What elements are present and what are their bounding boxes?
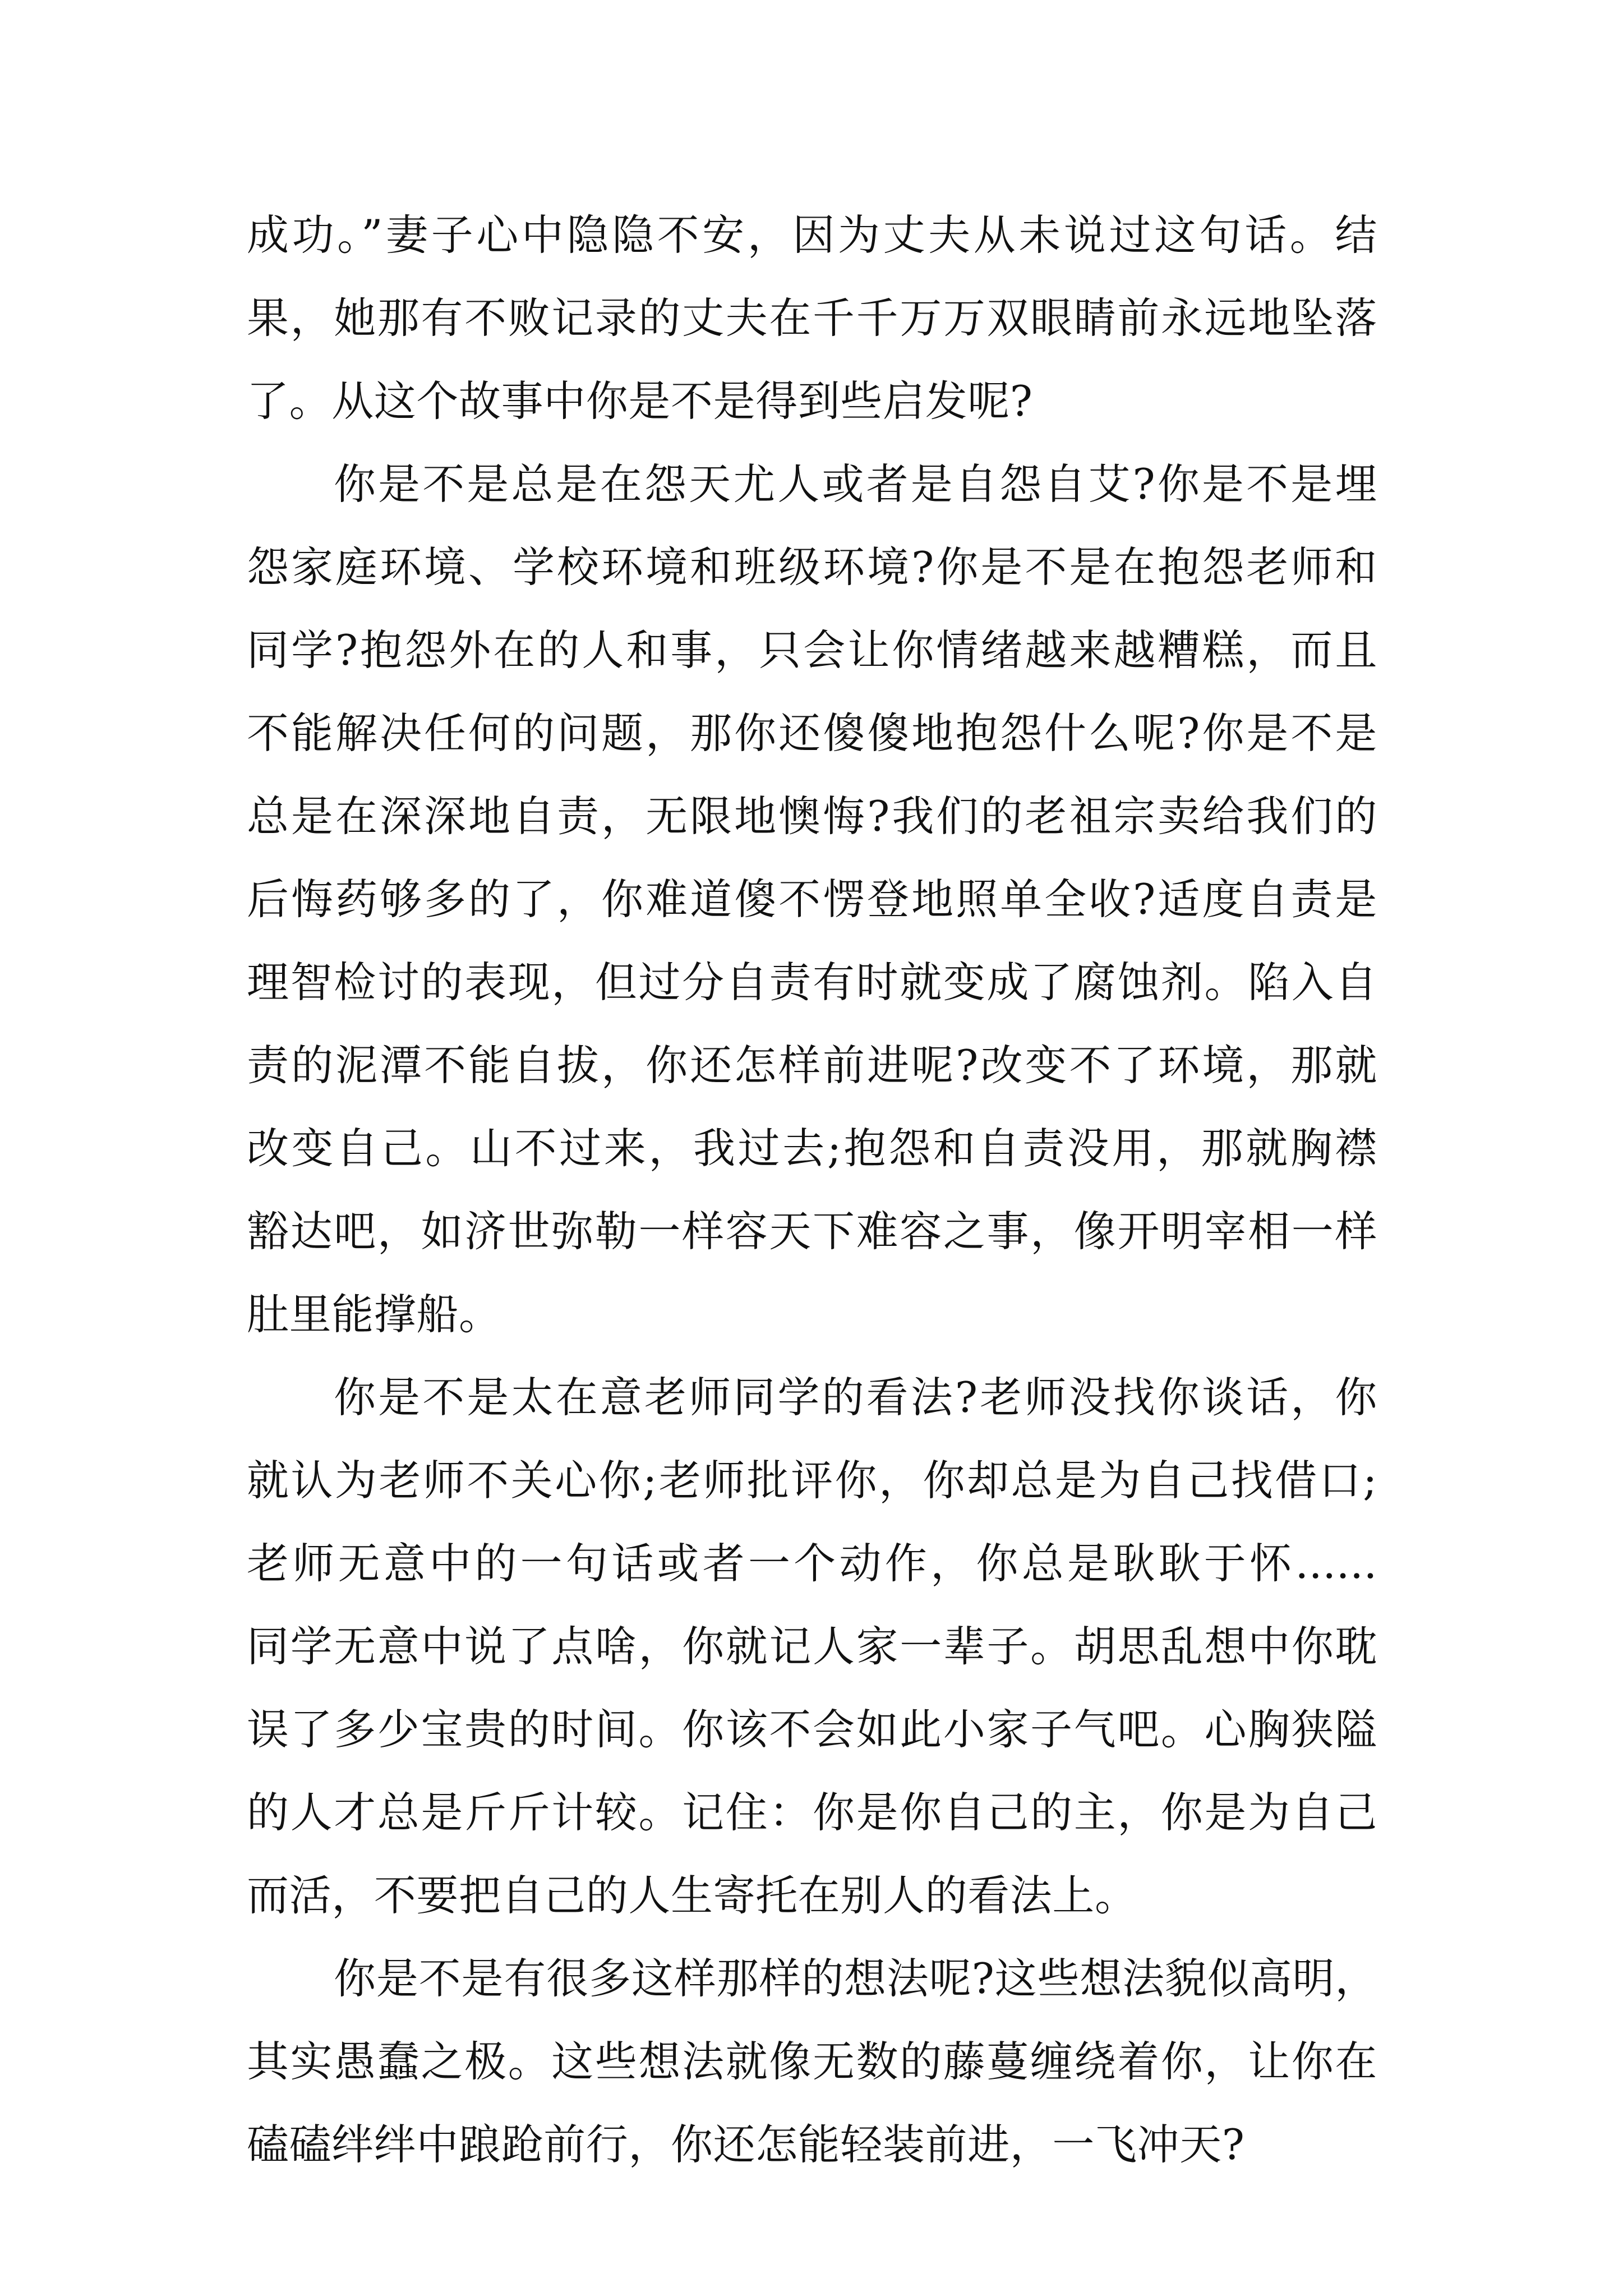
- text-line: 不能解决任何的问题，那你还傻傻地抱怨什么呢?你是不是: [247, 708, 1377, 758]
- text-line: 成功。”妻子心中隐隐不安，因为丈夫从未说过这句话。结: [247, 210, 1377, 260]
- text-line: 同学无意中说了点啥，你就记人家一辈子。胡思乱想中你耽: [247, 1622, 1377, 1671]
- paragraph-first-line: 你是不是有很多这样那样的想法呢?这些想法貌似高明，: [334, 1954, 1377, 2003]
- text-line: 责的泥潭不能自拔，你还怎样前进呢?改变不了环境，那就: [247, 1041, 1377, 1090]
- text-line: 总是在深深地自责，无限地懊悔?我们的老祖宗卖给我们的: [247, 792, 1377, 841]
- text-line: 误了多少宝贵的时间。你该不会如此小家子气吧。心胸狭隘: [247, 1705, 1377, 1754]
- text-line: 豁达吧，如济世弥勒一样容天下难容之事，像开明宰相一样: [247, 1207, 1377, 1256]
- text-line: 果，她那有不败记录的丈夫在千千万万双眼睛前永远地坠落: [247, 293, 1377, 343]
- text-line: 了。从这个故事中你是不是得到些启发呢?: [247, 376, 1033, 426]
- text-line: 其实愚蠢之极。这些想法就像无数的藤蔓缠绕着你，让你在: [247, 2037, 1377, 2086]
- document-body: [247, 194, 1377, 2186]
- text-line: 肚里能撑船。: [247, 1290, 501, 1339]
- text-line: 而活，不要把自己的人生寄托在别人的看法上。: [247, 1871, 1137, 1920]
- paragraph-first-line: 你是不是太在意老师同学的看法?老师没找你谈话，你: [334, 1373, 1377, 1422]
- paragraph-first-line: 你是不是总是在怨天尤人或者是自怨自艾?你是不是埋: [334, 459, 1377, 509]
- text-line: 就认为老师不关心你;老师批评你，你却总是为自己找借口;: [247, 1456, 1377, 1505]
- text-line: 磕磕绊绊中踉跄前行，你还怎能轻装前进，一飞冲天?: [247, 2120, 1245, 2169]
- text-line: 怨家庭环境、学校环境和班级环境?你是不是在抱怨老师和: [247, 542, 1377, 592]
- text-line: 的人才总是斤斤计较。记住：你是你自己的主，你是为自己: [247, 1788, 1377, 1837]
- text-line: 改变自己。山不过来，我过去;抱怨和自责没用，那就胸襟: [247, 1124, 1377, 1173]
- text-line: 老师无意中的一句话或者一个动作，你总是耿耿于怀......: [247, 1539, 1377, 1588]
- text-line: 理智检讨的表现，但过分自责有时就变成了腐蚀剂。陷入自: [247, 958, 1377, 1007]
- text-line: 后悔药够多的了，你难道傻不愣登地照单全收?适度自责是: [247, 875, 1377, 924]
- text-line: 同学?抱怨外在的人和事，只会让你情绪越来越糟糕，而且: [247, 625, 1377, 675]
